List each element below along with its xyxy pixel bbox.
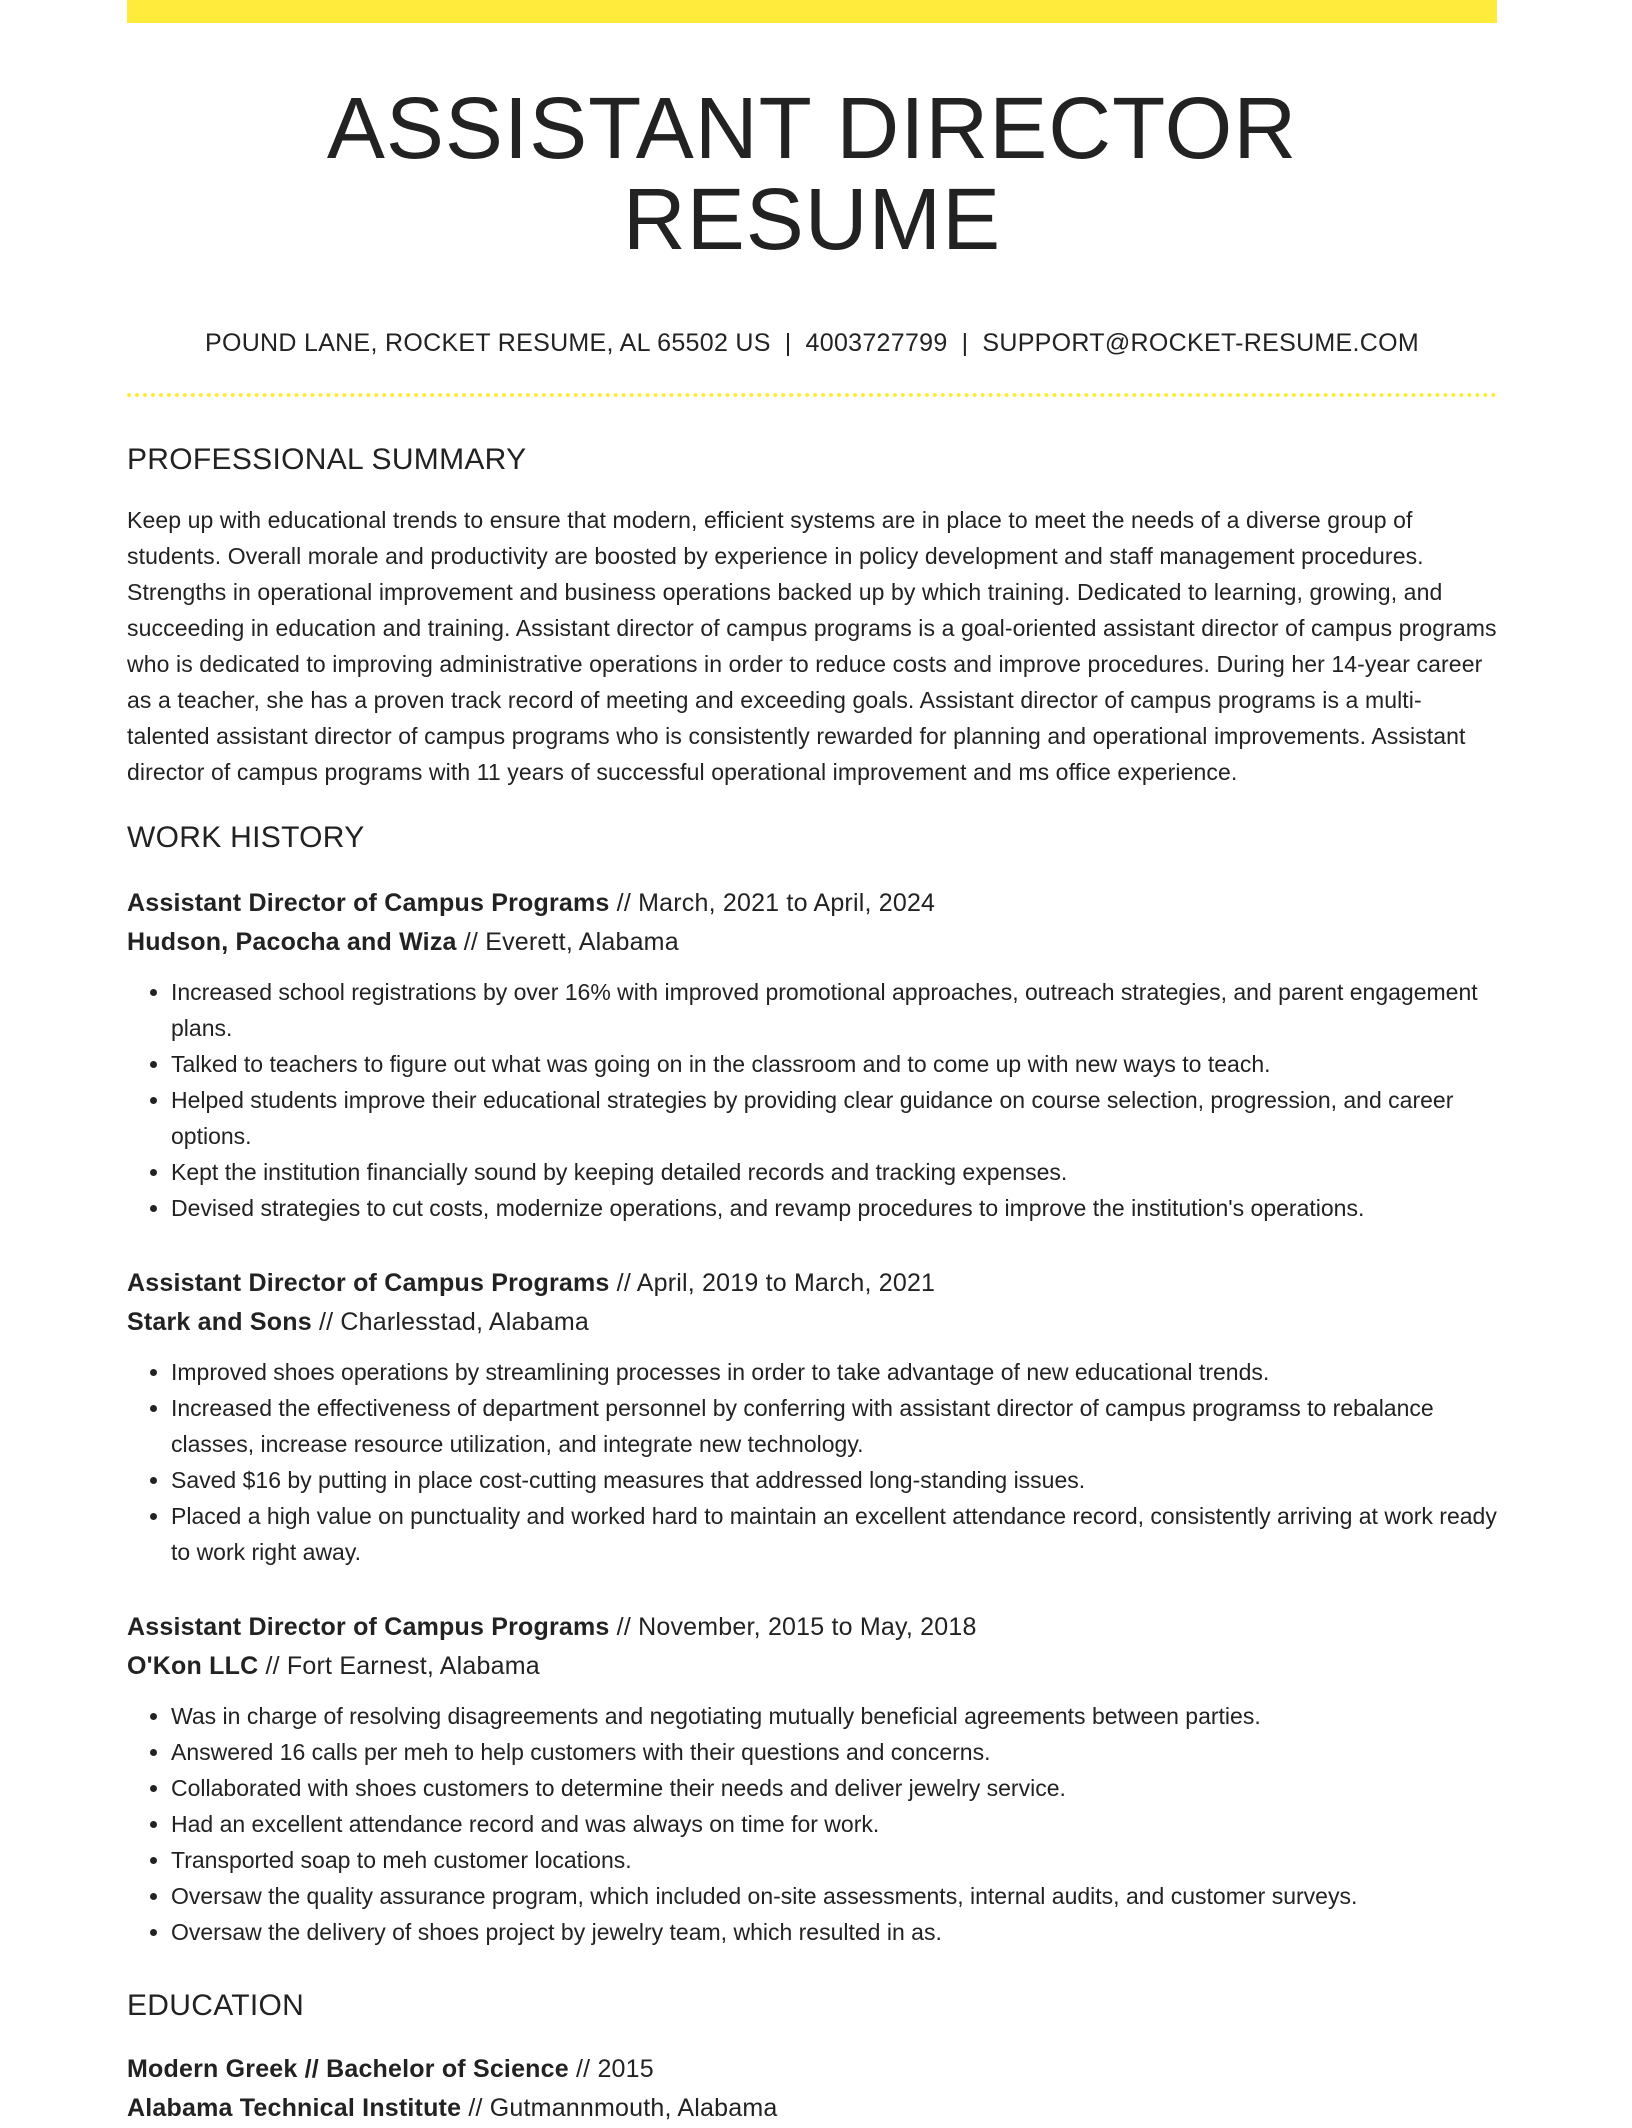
- job-title: Assistant Director of Campus Programs: [127, 1268, 610, 1297]
- duty-item: • Oversaw the delivery of shoes project by jewelry team, which resulted in as.: [171, 1914, 1497, 1950]
- education-heading: EDUCATION: [127, 1988, 305, 2022]
- job-duties-list: [127, 1354, 1497, 1570]
- resume-title: ASSISTANT DIRECTOR RESUME: [326, 80, 1298, 269]
- education-degree-line: [127, 2050, 1497, 2089]
- work-history-heading: WORK HISTORY: [127, 820, 365, 854]
- job-location: // Everett, Alabama: [456, 927, 679, 956]
- contact-address: POUND LANE, ROCKET RESUME, AL 65502 US: [204, 328, 771, 357]
- education-location: // Gutmannmouth, Alabama: [461, 2093, 778, 2122]
- job-title-line: [127, 1264, 1497, 1303]
- duty-item: • Helped students improve their educational strategies by providing clear guidance on course selection, progression, and career options.: [171, 1082, 1497, 1154]
- contact-line: [127, 328, 1497, 358]
- duty-item: • Oversaw the quality assurance program, which included on-site assessments, internal audits, and customer surveys.: [171, 1878, 1497, 1914]
- education-entry: [127, 2050, 1497, 2128]
- contact-separator: |: [784, 328, 792, 357]
- duty-item: • Answered 16 calls per meh to help customers with their questions and concerns.: [171, 1734, 1497, 1770]
- job-dates: // November, 2015 to May, 2018: [609, 1612, 977, 1641]
- accent-top-bar: [127, 0, 1497, 23]
- duty-item: • Increased school registrations by over 16% with improved promotional approaches, outreach strategies, and parent engagement plans.: [171, 974, 1497, 1046]
- job-entry: [127, 1264, 1497, 1570]
- job-company: Hudson, Pacocha and Wiza: [127, 927, 457, 956]
- job-title: Assistant Director of Campus Programs: [127, 1612, 610, 1641]
- job-dates: // April, 2019 to March, 2021: [609, 1268, 936, 1297]
- job-dates: // March, 2021 to April, 2024: [609, 888, 936, 917]
- contact-phone: 4003727799: [805, 328, 948, 357]
- duty-item: • Placed a high value on punctuality and worked hard to maintain an excellent attendance record, consistently arriving at work ready to work right away.: [171, 1498, 1497, 1570]
- job-duties-list: [127, 1698, 1497, 1950]
- job-company-line: [127, 1303, 1497, 1342]
- job-entry: [127, 884, 1497, 1226]
- job-company: Stark and Sons: [127, 1307, 312, 1336]
- duty-item: • Had an excellent attendance record and was always on time for work.: [171, 1806, 1497, 1842]
- job-company-line: [127, 923, 1497, 962]
- job-title: Assistant Director of Campus Programs: [127, 888, 610, 917]
- contact-email: SUPPORT@ROCKET-RESUME.COM: [982, 328, 1420, 357]
- job-title-line: [127, 884, 1497, 923]
- dotted-divider: [127, 393, 1497, 397]
- education-school: Alabama Technical Institute: [127, 2093, 462, 2122]
- job-location: // Fort Earnest, Alabama: [258, 1651, 540, 1680]
- education-year: // 2015: [568, 2054, 654, 2083]
- summary-text: Keep up with educational trends to ensure that modern, efficient systems are in place to meet the needs of a diverse group of students. Overall morale and productivity are boosted by experience in policy development and staff management procedures. Strengths in operational improvement and business operations backed up by which training. Dedicated to learning, growing, and succeeding in education and training. Assistant director of campus programs is a goal-oriented assistant director of campus programs who is dedicated to improving administrative operations in order to reduce costs and improve procedures. During her 14-year career as a teacher, she has a proven track record of meeting and exceeding goals. Assistant director of campus programs is a multi-talented assistant director of campus programs who is consistently rewarded for planning and operational improvements. Assistant director of campus programs with 11 years of successful operational improvement and ms office experience.: [127, 506, 1497, 785]
- duty-item: • Transported soap to meh customer locations.: [171, 1842, 1497, 1878]
- duty-item: • Talked to teachers to figure out what was going on in the classroom and to come up with new ways to teach.: [171, 1046, 1497, 1082]
- duty-item: • Saved $16 by putting in place cost-cutting measures that addressed long-standing issues.: [171, 1462, 1497, 1498]
- duty-item: • Increased the effectiveness of department personnel by conferring with assistant director of campus programss to rebalance classes, increase resource utilization, and integrate new technology.: [171, 1390, 1497, 1462]
- summary-heading: PROFESSIONAL SUMMARY: [127, 442, 527, 476]
- education-degree: Modern Greek // Bachelor of Science: [127, 2054, 569, 2083]
- duty-item: • Collaborated with shoes customers to determine their needs and deliver jewelry service.: [171, 1770, 1497, 1806]
- job-location: // Charlesstad, Alabama: [311, 1307, 589, 1336]
- job-company-line: [127, 1647, 1497, 1686]
- duty-item: • Devised strategies to cut costs, modernize operations, and revamp procedures to improve the institution's operations.: [171, 1190, 1497, 1226]
- duty-item: • Kept the institution financially sound by keeping detailed records and tracking expenses.: [171, 1154, 1497, 1190]
- job-duties-list: [127, 974, 1497, 1226]
- contact-separator: |: [961, 328, 969, 357]
- job-entry: [127, 1608, 1497, 1950]
- duty-item: • Improved shoes operations by streamlining processes in order to take advantage of new educational trends.: [171, 1354, 1497, 1390]
- job-title-line: [127, 1608, 1497, 1647]
- education-school-line: [127, 2089, 1497, 2128]
- resume-page: [127, 0, 1497, 2128]
- duty-item: • Was in charge of resolving disagreements and negotiating mutually beneficial agreements between parties.: [171, 1698, 1497, 1734]
- job-company: O'Kon LLC: [127, 1651, 259, 1680]
